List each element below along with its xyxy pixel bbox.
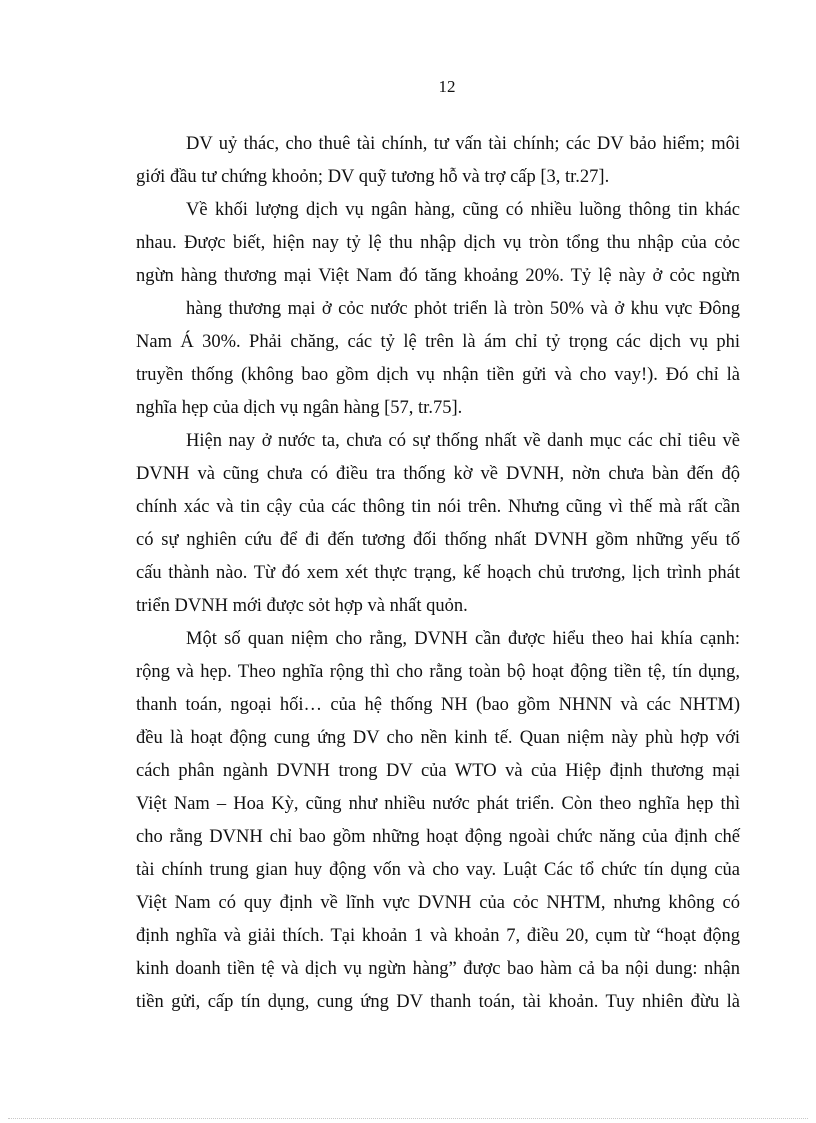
text-line: định nghĩa và giải thích. Tại khoản 1 và khoản 7, điều 20, cụm từ “hoạt động (136, 926, 740, 946)
text-line: nghĩa hẹp của dịch vụ ngân hàng [57, tr.75]. (136, 398, 463, 418)
text-line: Việt Nam – Hoa Kỳ, cũng như nhiều nước phát triển. Còn theo nghĩa hẹp thì (136, 794, 740, 814)
text-line: Việt Nam có quy định về lĩnh vực DVNH của cỏc NHTM, nhưng không có (136, 893, 740, 913)
text-line: đều là hoạt động cung ứng DV cho nền kinh tế. Quan niệm này phù hợp với (136, 728, 740, 748)
text-line: triển DVNH mới được sỏt hợp và nhất quỏn. (136, 596, 468, 616)
text-line: DVNH và cũng chưa có điều tra thống kờ về DVNH, nờn chưa bàn đến độ (136, 464, 740, 484)
text-line: hàng thương mại ở cỏc nước phỏt triển là tròn 50% và ở khu vực Đông (186, 299, 740, 319)
text-line: thanh toán, ngoại hối… của hệ thống NH (bao gồm NHNN và các NHTM) (136, 695, 740, 715)
text-line: Hiện nay ở nước ta, chưa có sự thống nhất về danh mục các chỉ tiêu về (186, 431, 740, 451)
text-line: DV uỷ thác, cho thuê tài chính, tư vấn tài chính; các DV bảo hiểm; môi (186, 134, 740, 154)
text-line: nhau. Được biết, hiện nay tỷ lệ thu nhập dịch vụ tròn tổng thu nhập của cỏc (136, 233, 740, 253)
text-line: Nam Á 30%. Phải chăng, các tỷ lệ trên là ám chỉ tỷ trọng các dịch vụ phi (136, 332, 740, 352)
text-line: Một số quan niệm cho rằng, DVNH cần được hiểu theo hai khía cạnh: (186, 629, 740, 649)
text-line: tài chính trung gian huy động vốn và cho vay. Luật Các tổ chức tín dụng của (136, 860, 740, 880)
text-line: kinh doanh tiền tệ và dịch vụ ngừn hàng” được bao hàm cả ba nội dung: nhận (136, 959, 740, 979)
page-number: 12 (438, 77, 456, 96)
text-line: ngừn hàng thương mại Việt Nam đó tăng khoảng 20%. Tỷ lệ này ở cỏc ngừn (136, 266, 740, 286)
text-line: tiền gửi, cấp tín dụng, cung ứng DV thanh toán, tài khoản. Tuy nhiên đừu là (136, 992, 740, 1012)
text-line: cho rằng DVNH chỉ bao gồm những hoạt động ngoài chức năng của định chế (136, 827, 740, 847)
text-line: cấu thành nào. Từ đó xem xét thực trạng, kế hoạch chủ trương, lịch trình phát (136, 563, 740, 583)
text-line: giới đầu tư chứng khoỏn; DV quỹ tương hỗ và trợ cấp [3, tr.27]. (136, 167, 610, 187)
text-line: Về khối lượng dịch vụ ngân hàng, cũng có nhiều luồng thông tin khác (186, 200, 740, 220)
text-line: có sự nghiên cứu để đi đến tương đối thống nhất DVNH gồm những yếu tố (136, 530, 740, 550)
text-line: cách phân ngành DVNH trong DV của WTO và của Hiệp định thương mại (136, 761, 740, 781)
text-line: truyền thống (không bao gồm dịch vụ nhận tiền gửi và cho vay!). Đó chỉ là (136, 365, 740, 385)
text-line: rộng và hẹp. Theo nghĩa rộng thì cho rằng toàn bộ hoạt động tiền tệ, tín dụng, (136, 662, 740, 682)
page-bottom-rule (8, 1118, 808, 1119)
text-line: chính xác và tin cậy của các thông tin nói trên. Nhưng cũng vì thế mà rất cần (136, 497, 740, 517)
